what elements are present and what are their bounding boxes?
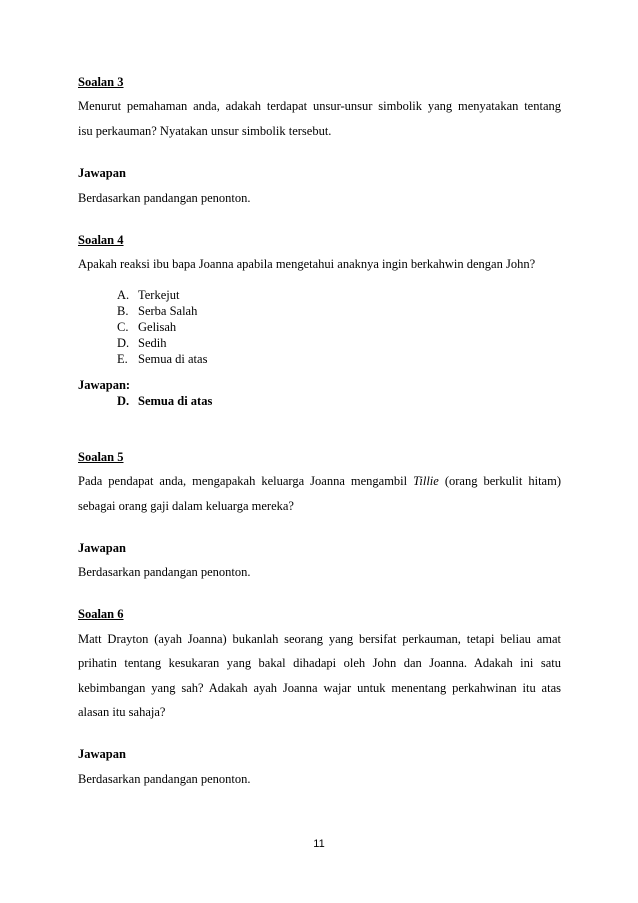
question-4-answer-text: Semua di atas bbox=[138, 394, 213, 408]
question-3-text-line-1: Menurut pemahaman anda, adakah terdapat unsur-unsur simbolik yang menyatakan tentang bbox=[78, 99, 561, 113]
question-6-text-line-2: prihatin tentang kesukaran yang bakal dihadapi oleh John dan Joanna. Adakah ini satu bbox=[78, 656, 561, 670]
option-a-text: Terkejut bbox=[138, 288, 180, 302]
question-5-title: Soalan 5 bbox=[78, 450, 124, 464]
question-5-text-line-2: sebagai orang gaji dalam keluarga mereka? bbox=[78, 499, 294, 513]
option-e-letter: E. bbox=[117, 352, 128, 366]
question-3-answer-heading: Jawapan bbox=[78, 166, 126, 180]
option-c-letter: C. bbox=[117, 320, 129, 334]
option-e bbox=[117, 352, 207, 367]
option-d-letter: D. bbox=[117, 336, 130, 350]
question-5-answer-heading: Jawapan bbox=[78, 541, 126, 555]
question-4-title: Soalan 4 bbox=[78, 233, 124, 247]
option-b-letter: B. bbox=[117, 304, 129, 318]
page-number: 11 bbox=[313, 838, 325, 850]
option-c-text: Gelisah bbox=[138, 320, 177, 334]
option-d-text: Sedih bbox=[138, 336, 167, 350]
question-4-answer bbox=[117, 394, 212, 409]
option-d bbox=[117, 336, 166, 351]
option-a-letter: A. bbox=[117, 288, 130, 302]
question-5-answer: Berdasarkan pandangan penonton. bbox=[78, 565, 251, 579]
option-a bbox=[117, 288, 179, 303]
question-6-answer-heading: Jawapan bbox=[78, 747, 126, 761]
question-6-text-line-4: alasan itu sahaja? bbox=[78, 705, 166, 719]
question-3-title: Soalan 3 bbox=[78, 75, 124, 89]
question-5-text-a: Pada pendapat anda, mengapakah keluarga Joanna mengambil bbox=[78, 474, 414, 488]
question-6-text-line-3: kebimbangan yang sah? Adakah ayah Joanna wajar untuk menentang perkahwinan itu atas bbox=[78, 681, 561, 695]
question-6-answer: Berdasarkan pandangan penonton. bbox=[78, 772, 251, 786]
question-6-title: Soalan 6 bbox=[78, 607, 124, 621]
option-c bbox=[117, 320, 176, 335]
question-4-answer-letter: D. bbox=[117, 394, 130, 408]
question-3-text-line-2: isu perkauman? Nyatakan unsur simbolik tersebut. bbox=[78, 124, 332, 138]
question-4-text-line-1: Apakah reaksi ibu bapa Joanna apabila mengetahui anaknya ingin berkahwin dengan John? bbox=[78, 257, 536, 271]
option-e-text: Semua di atas bbox=[138, 352, 208, 366]
question-5-text-b: (orang berkulit hitam) bbox=[438, 474, 561, 488]
option-b-text: Serba Salah bbox=[138, 304, 198, 318]
question-5-text-line-1 bbox=[78, 474, 561, 489]
question-3-answer: Berdasarkan pandangan penonton. bbox=[78, 191, 251, 205]
question-5-text-italic: Tillie bbox=[413, 474, 439, 488]
question-4-answer-heading: Jawapan: bbox=[78, 378, 131, 392]
option-b bbox=[117, 304, 197, 319]
question-6-text-line-1: Matt Drayton (ayah Joanna) bukanlah seorang yang bersifat perkauman, tetapi beliau amat bbox=[78, 632, 561, 646]
